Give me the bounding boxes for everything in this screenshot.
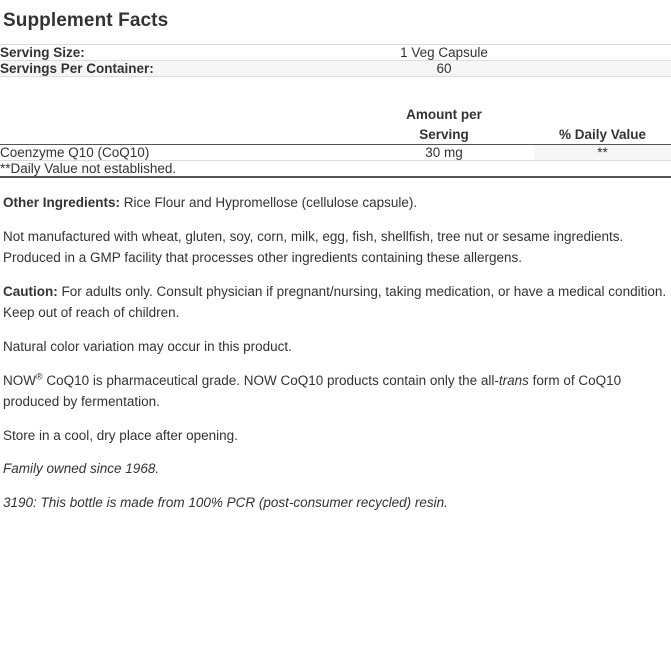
caution-label: Caution: [3,283,58,299]
table-row-servings-per-container [0,61,671,77]
other-ingredients-label: Other Ingredients: [3,195,121,211]
caution-paragraph [3,269,669,324]
nutrient-name: Coenzyme Q10 (CoQ10) [0,145,354,161]
supplement-facts-table [0,44,671,178]
supplement-notes [0,178,671,514]
bottle-recycled-note: 3190: This bottle is made from 100% PCR (post-consumer recycled) resin. [3,495,448,511]
color-variation-note: Natural color variation may occur in this product. [3,338,292,354]
header-daily-value: % Daily Value [558,126,647,142]
table-row [0,145,671,161]
header-amount-per-serving [354,105,534,145]
grade-note-part2: form of CoQ10 produced by fermentation. [3,372,622,409]
header-blank-cell [0,105,354,145]
daily-value-footnote: **Daily Value not established. [0,161,671,178]
table-header-row [0,105,671,145]
nutrient-daily-value: ** [534,145,671,161]
page-title: Supplement Facts [3,10,169,31]
servings-per-container-label: Servings Per Container: [0,61,354,77]
header-amount-line2: Serving [419,126,469,142]
servings-per-container-spacer [534,61,671,77]
nutrient-amount: 30 mg [354,145,534,161]
other-ingredients-text: Rice Flour and Hypromellose (cellulose capsule). [123,195,418,211]
pharmaceutical-grade-note [3,358,669,413]
table-spacer-row [0,77,671,106]
storage-note: Store in a cool, dry place after opening. [3,427,238,443]
table-footnote-row [0,161,671,178]
other-ingredients-paragraph [3,178,669,214]
caution-text: For adults only. Consult physician if pregnant/nursing, taking medication, or have a medical condition. Keep out of reach of children. [3,283,667,320]
serving-size-label: Serving Size: [0,45,354,61]
family-owned-note: Family owned since 1968. [3,461,160,477]
allergen-statement: Not manufactured with wheat, gluten, soy, corn, milk, egg, fish, shellfish, tree nut or sesame ingredients. Produced in a GMP facility that processes other ingredients containing these allergens. [3,229,624,265]
serving-size-spacer [534,45,671,61]
table-row-serving-size [0,45,671,61]
registered-trademark-icon: ® [36,371,43,382]
grade-note-part1: CoQ10 is pharmaceutical grade. NOW CoQ10 products contain only the all- [42,372,499,388]
table-spacer-cell [0,77,671,106]
serving-size-value: 1 Veg Capsule [354,45,534,61]
servings-per-container-value: 60 [354,61,534,77]
grade-note-italic-word: trans [498,372,529,388]
brand-name: NOW [3,372,36,388]
header-amount-line1: Amount per [406,107,482,122]
